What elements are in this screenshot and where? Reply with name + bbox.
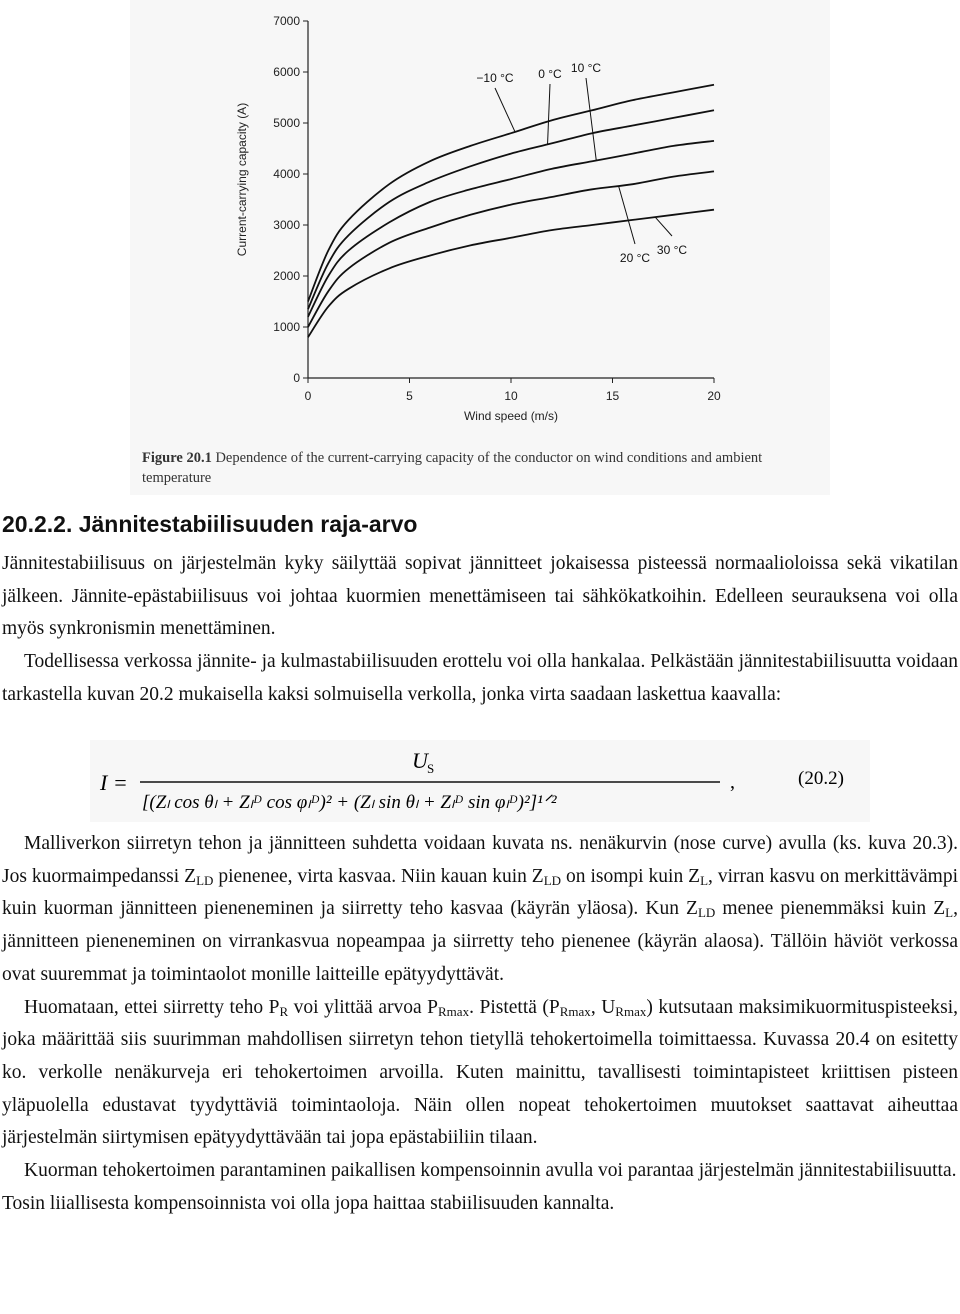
formula-number: (20.2) xyxy=(798,768,844,789)
svg-text:,: , xyxy=(730,771,735,793)
formula-20-2 xyxy=(90,740,870,822)
paragraph-3: Malliverkon siirretyn tehon ja jännitteen suhdetta voidaan kuvata ns. nenäkurvin (nose curve) avulla (ks. kuva 20.3). Jos kuormaimpedanssi $Z_{LD}$ pienenee, virta kasvaa. Niin kauan kuin $Z_{LD}$ on isompi kuin $Z_L$, virran kasvu on merkittävämpi kuin kuorman jännitteen pieneneminen ja siirretty teho kasvaa (käyrän yläosa). Kun $Z_{LD}$ menee pienemmäksi kuin $Z_L$, jännitteen pieneneminen on virrankasvua nopeampaa ja siirretty teho pienenee (käyrän alaosa). Tällöin häviöt verkossa ovat suuremmat ja toimintaolot monille laitteille epätyydyttävät. xyxy=(2,833,958,985)
y-tick-label: 2000 xyxy=(273,269,300,283)
series-label-4: 30 °C xyxy=(656,243,688,257)
y-tick-label: 6000 xyxy=(273,65,300,79)
paragraph-1: Jännitestabiilisuus on järjestelmän kyky säilyttää sopivat jännitteet jokaisessa pisteessä normaalioloissa sekä vikatilan jälkeen. Jännite-epästabiilisuus voi johtaa kuormien menettämiseen tai sähkökatkoihin. Edelleen seurauksena voi olla myös synkronismin menettäminen. xyxy=(2,553,958,640)
formula-numerator-sub: S xyxy=(427,761,435,776)
series-label-3: 20 °C xyxy=(619,251,651,265)
series-label-2: 10 °C xyxy=(570,61,602,75)
paragraph-4: Huomataan, ettei siirretty teho $P_R$ voi ylittää arvoa $P_{Rmax}$. Pistettä ($P_{Rmax}$, $U_{Rmax}$) kutsutaan maksimikuormituspisteeksi, joka määrittää siis suurimman mahdollisen siirretyn tehon tietyllä tehokertoimella toimittaessa. Kuvassa 20.4 on esitetty ko. verkolle nenäkurveja eri tehokertoimen arvoilla. Kuten mainittu, tavallisesti toimintapisteet kriittisen pisteen yläpuolella edustavat tyydyttäviä toimintaoloja. Näin ollen nopeat tehokertoimen muutokset saattavat aiheuttaa järjestelmän siirtymisen epätyydyttävään tai jopa epästabiiliin tilaan. xyxy=(2,996,958,1149)
series-line-0 xyxy=(308,85,714,302)
series-line-3 xyxy=(308,171,714,327)
x-tick-label: 10 xyxy=(504,389,518,403)
section-body-top xyxy=(2,548,958,712)
series-line-2 xyxy=(308,141,714,317)
x-tick-label: 15 xyxy=(605,389,620,403)
formula-svg xyxy=(90,740,870,822)
formula-numerator: U xyxy=(412,748,428,773)
series-leader-3 xyxy=(619,186,635,244)
series-line-1 xyxy=(308,110,714,309)
x-tick-label: 5 xyxy=(406,389,413,403)
series-label-1: 0 °C xyxy=(538,67,562,81)
section-body-bottom xyxy=(2,828,958,1220)
y-tick-label: 0 xyxy=(293,371,300,385)
paragraph-2: Todellisessa verkossa jännite- ja kulmastabiilisuuden erottelu voi olla hankalaa. Pelkästään jännitestabiilisuutta voidaan tarkastella kuvan 20.2 mukaisella kaksi solmuisella verkolla, jonka virta saadaan laskettua kaavalla: xyxy=(2,651,958,705)
wind-capacity-chart xyxy=(130,0,830,440)
y-tick-label: 5000 xyxy=(273,116,300,130)
x-tick-label: 20 xyxy=(707,389,721,403)
series-leader-4 xyxy=(655,217,672,236)
x-tick-label: 0 xyxy=(304,389,312,403)
formula-denominator: [(Zₗ cos θₗ + Zₗᴰ cos φₗᴰ)² + (Zₗ sin θₗ + Zₗᴰ sin φₗᴰ)²]¹ᐟ² xyxy=(142,792,557,813)
series-line-4 xyxy=(308,210,714,338)
y-tick-label: 3000 xyxy=(273,218,300,232)
x-axis-label: Wind speed (m/s) xyxy=(463,409,559,423)
series-label-0: −10 °C xyxy=(476,71,514,85)
figure-caption-number: 20.1 xyxy=(186,450,212,466)
formula-lhs: I = xyxy=(100,770,128,795)
section-heading: 20.2.2. Jännitestabiilisuuden raja-arvo xyxy=(2,511,418,537)
figure-caption-text: Dependence of the current-carrying capacity of the conductor on wind conditions and ambient temperature xyxy=(142,450,763,486)
figure-caption-label: Figure xyxy=(142,450,183,466)
series-leader-1 xyxy=(548,84,550,144)
y-tick-label: 1000 xyxy=(273,320,300,334)
y-tick-label: 7000 xyxy=(273,14,300,28)
figure-caption xyxy=(142,448,822,488)
figure-20-1 xyxy=(130,0,830,495)
y-tick-label: 4000 xyxy=(273,167,300,181)
series-leader-2 xyxy=(586,78,596,160)
series-leader-0 xyxy=(495,88,515,132)
paragraph-5: Kuorman tehokertoimen parantaminen paikallisen kompensoinnin avulla voi parantaa järjestelmän jännitestabiilisuutta. Tosin liiallisesta kompensoinnista voi olla jopa haittaa stabiilisuuden kannalta. xyxy=(2,1160,957,1214)
y-axis-label: Current-carrying capacity (A) xyxy=(235,102,249,257)
